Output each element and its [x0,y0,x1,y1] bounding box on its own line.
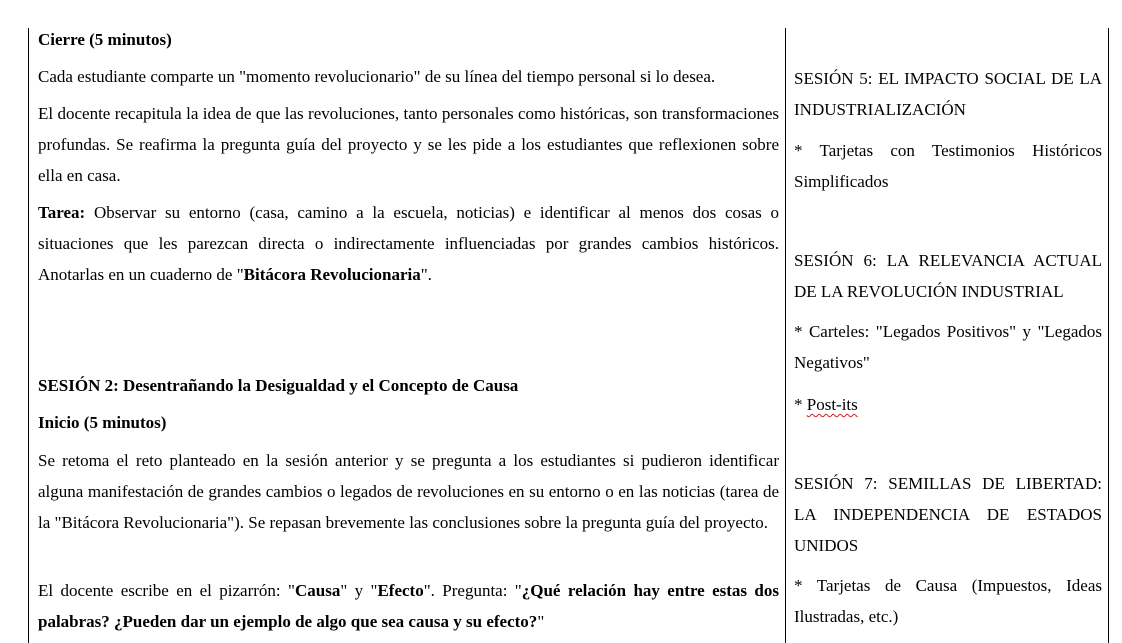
table-border-right [1108,28,1109,643]
inicio-p2-and: " y " [340,581,378,600]
inicio-p2-text: El docente escribe en el pizarrón: " [38,581,295,600]
tarea-label: Tarea: [38,203,86,222]
bullet-prefix: * [794,395,807,414]
activity-column [38,0,779,643]
cierre-heading: Cierre (5 minutos) [38,30,172,49]
sesion-6-title: SESIÓN 6: LA RELEVANCIA ACTUAL DE LA REVOLUCIÓN INDUSTRIAL [794,251,1102,301]
sesion-2-heading: SESIÓN 2: Desentrañando la Desigualdad y el Concepto de Causa [38,376,519,395]
inicio-heading: Inicio (5 minutos) [38,413,167,432]
sesion-5-title: SESIÓN 5: EL IMPACTO SOCIAL DE LA INDUSTRIALIZACIÓN [794,69,1102,119]
sesion-5-item: * Tarjetas con Testimonios Históricos Simplificados [794,141,1102,191]
inicio-paragraph-1: Se retoma el reto planteado en la sesión anterior y se pregunta a los estudiantes si pudieron identificar alguna manifestación de grandes cambios o legados de revoluciones en su entorno o en las noticias (tarea de la "Bitácora Revolucionaria"). Se repasan brevemente las conclusiones sobre la pregunta guía del proyecto. [38,451,779,532]
tarea-text: Observar su entorno (casa, camino a la escuela, noticias) e identificar al menos dos cosas o situaciones que les parezcan directa o indirectamente influenciadas por grandes cambios históricos. Anotarlas en un cuaderno de " [38,203,779,284]
sesion-6-item-1: * Carteles: "Legados Positivos" y "Legados Negativos" [794,322,1102,372]
tarea-paragraph [38,197,779,290]
inicio-paragraph-2 [38,575,779,637]
inicio-p2-efecto: Efecto [377,581,424,600]
tarea-text-end: ". [420,265,432,284]
sesion-7-title: SESIÓN 7: SEMILLAS DE LIBERTAD: LA INDEPENDENCIA DE ESTADOS UNIDOS [794,474,1102,555]
inicio-p2-close: " [537,612,545,631]
table-border-middle [785,28,786,643]
table-border-left [28,28,29,643]
tarea-bitacora: Bitácora Revolucionaria [243,265,421,284]
inicio-p2-pregunta: ". Pregunta: " [423,581,522,600]
inicio-p2-question: ¿Qué relación hay entre estas dos palabras? ¿Pueden dar un ejemplo de algo que sea causa y su efecto? [38,581,779,631]
cierre-paragraph-1: Cada estudiante comparte un "momento revolucionario" de su línea del tiempo personal si lo desea. [38,67,716,86]
cierre-paragraph-2: El docente recapitula la idea de que las revoluciones, tanto personales como históricas, son transformaciones profundas. Se reafirma la pregunta guía del proyecto y se les pide a los estudiantes que reflexionen sobre ella en casa. [38,104,779,185]
inicio-p2-causa: Causa [294,581,341,600]
post-its-word: Post-its [806,395,858,414]
resources-column [794,0,1102,643]
sesion-7-item: * Tarjetas de Causa (Impuestos, Ideas Ilustradas, etc.) [794,576,1102,626]
sesion-6-item-2 [794,389,1102,420]
